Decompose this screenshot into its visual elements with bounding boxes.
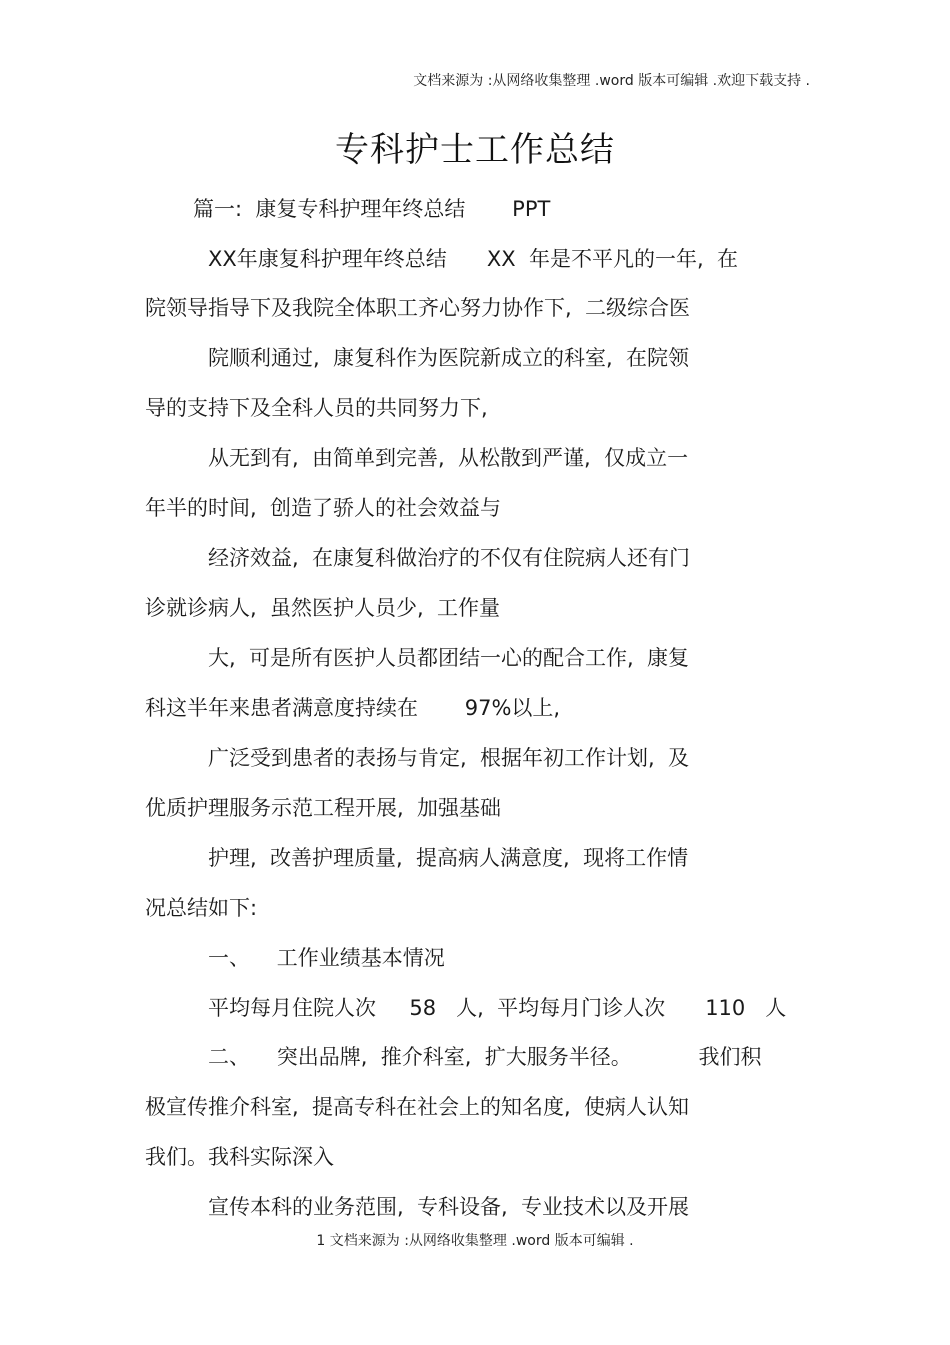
body-text-line: XX年康复科护理年终总结 XX 年是不平凡的一年, 在 <box>208 247 738 271</box>
body-text-line: 况总结如下: <box>145 896 258 920</box>
body-text-line: 我们。我科实际深入 <box>145 1145 334 1169</box>
body-text-line: 经济效益, 在康复科做治疗的不仅有住院病人还有门 <box>208 546 691 570</box>
section-heading-one: 一、 工作业绩基本情况 <box>208 946 445 970</box>
body-text-line: 从无到有, 由简单到完善, 从松散到严谨, 仅成立一 <box>208 446 689 470</box>
body-text-line: 院顺利通过, 康复科作为医院新成立的科室, 在院领 <box>208 346 690 370</box>
body-text-line: 极宣传推介科室, 提高专科在社会上的知名度, 使病人认知 <box>145 1095 690 1119</box>
section-heading-part-one: 篇一: 康复专科护理年终总结 PPT <box>193 197 551 221</box>
body-text-line: 平均每月住院人次 58 人, 平均每月门诊人次 110 人 <box>208 996 787 1020</box>
body-text-line: 护理, 改善护理质量, 提高病人满意度, 现将工作情 <box>208 846 689 870</box>
body-text-line: 优质护理服务示范工程开展, 加强基础 <box>145 796 502 820</box>
section-heading-two: 二、 突出品牌, 推介科室, 扩大服务半径。 我们积 <box>208 1045 762 1069</box>
header-source-note: 文档来源为 :从网络收集整理 .word 版本可编辑 .欢迎下载支持 . <box>413 73 810 89</box>
body-text-line: 大, 可是所有医护人员都团结一心的配合工作, 康复 <box>208 646 690 670</box>
body-text-line: 年半的时间, 创造了骄人的社会效益与 <box>145 496 502 520</box>
body-text-line: 导的支持下及全科人员的共同努力下, <box>145 396 488 420</box>
footer-source-note: 1 文档来源为 :从网络收集整理 .word 版本可编辑 . <box>316 1233 634 1249</box>
body-text-line: 院领导指导下及我院全体职工齐心努力协作下, 二级综合医 <box>145 296 691 320</box>
body-text-line: 科这半年来患者满意度持续在 97%以上, <box>145 696 561 720</box>
body-text-line: 诊就诊病人, 虽然医护人员少, 工作量 <box>145 596 501 620</box>
body-text-line: 宣传本科的业务范围, 专科设备, 专业技术以及开展 <box>208 1195 690 1219</box>
document-title: 专科护士工作总结 <box>335 130 615 170</box>
body-text-line: 广泛受到患者的表扬与肯定, 根据年初工作计划, 及 <box>208 746 690 770</box>
